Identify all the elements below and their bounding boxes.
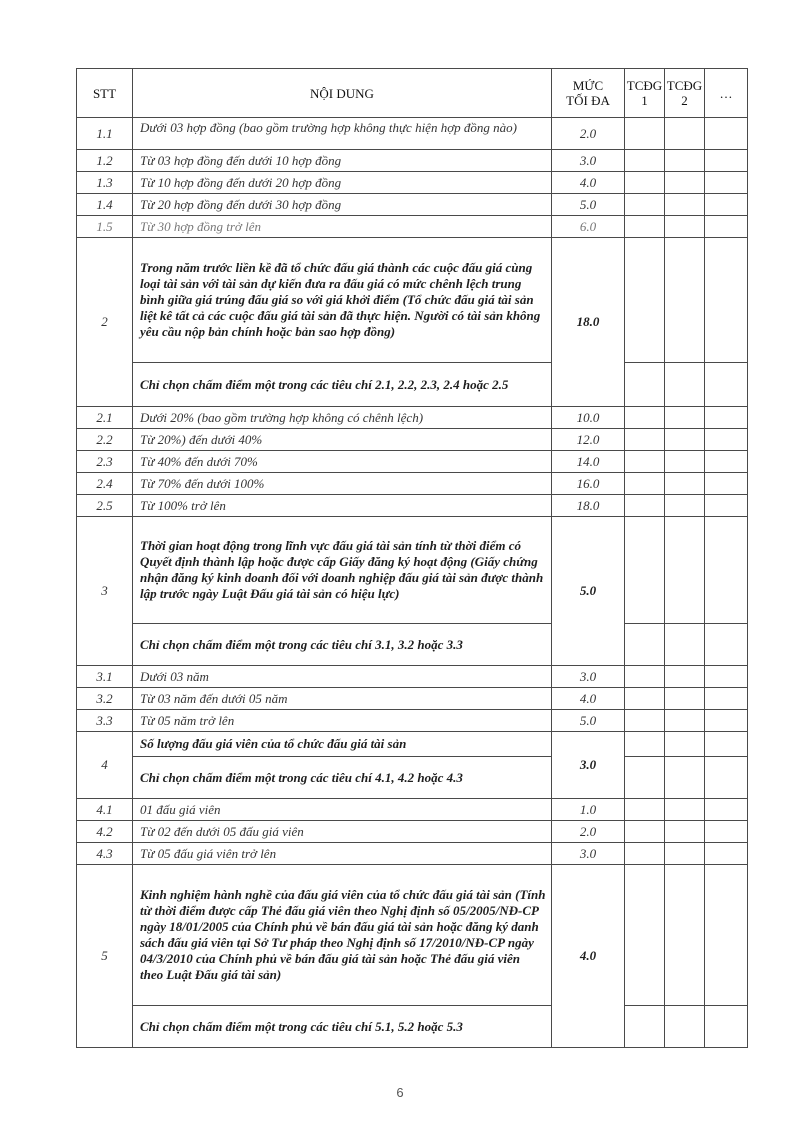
score-cell-tcdg-1[interactable] <box>625 150 665 172</box>
row-stt: 4.2 <box>77 821 133 843</box>
header-tcdg-1-line2: 1 <box>641 93 648 108</box>
criterion-row <box>77 865 748 1006</box>
row-content-text: Từ 05 năm trở lên <box>133 710 552 732</box>
score-cell-tcdg-1[interactable] <box>625 517 665 624</box>
row-content-text: Dưới 03 hợp đồng (bao gồm trường hợp không thực hiện hợp đồng nào) <box>140 120 517 135</box>
row-max-score: 3.0 <box>552 843 625 865</box>
score-cell-more[interactable] <box>705 238 748 363</box>
row-stt: 2.4 <box>77 473 133 495</box>
score-cell-tcdg-1[interactable] <box>625 495 665 517</box>
score-cell-tcdg-2[interactable] <box>665 757 705 799</box>
score-cell-tcdg-2[interactable] <box>665 451 705 473</box>
score-cell-more[interactable] <box>705 150 748 172</box>
table-row <box>77 843 748 865</box>
row-content-text: Từ 02 đến dưới 05 đấu giá viên <box>133 821 552 843</box>
row-stt: 2 <box>77 238 133 407</box>
score-cell-tcdg-1[interactable] <box>625 1006 665 1048</box>
score-cell-more[interactable] <box>705 1006 748 1048</box>
score-cell-more[interactable] <box>705 451 748 473</box>
row-max-score: 4.0 <box>552 865 625 1048</box>
header-stt: STT <box>77 69 133 118</box>
table-row <box>77 495 748 517</box>
table-row <box>77 799 748 821</box>
row-max-score: 18.0 <box>552 495 625 517</box>
row-max-score: 5.0 <box>552 710 625 732</box>
row-max-score: 4.0 <box>552 172 625 194</box>
score-cell-tcdg-2[interactable] <box>665 710 705 732</box>
row-max-score: 16.0 <box>552 473 625 495</box>
score-cell-more[interactable] <box>705 843 748 865</box>
table-row <box>77 194 748 216</box>
score-cell-tcdg-2[interactable] <box>665 238 705 363</box>
score-cell-tcdg-1[interactable] <box>625 821 665 843</box>
row-content-text: Từ 20%) đến dưới 40% <box>133 429 552 451</box>
row-max-score: 10.0 <box>552 407 625 429</box>
score-cell-tcdg-1[interactable] <box>625 666 665 688</box>
header-tcdg-2-line2: 2 <box>681 93 688 108</box>
score-cell-tcdg-1[interactable] <box>625 194 665 216</box>
row-stt: 1.4 <box>77 194 133 216</box>
row-stt: 2.3 <box>77 451 133 473</box>
score-cell-tcdg-1[interactable] <box>625 688 665 710</box>
row-stt: 2.5 <box>77 495 133 517</box>
score-cell-more[interactable] <box>705 216 748 238</box>
table-row <box>77 216 748 238</box>
row-stt: 2.2 <box>77 429 133 451</box>
row-stt: 2.1 <box>77 407 133 429</box>
score-cell-more[interactable] <box>705 688 748 710</box>
header-more: … <box>705 69 748 118</box>
criterion-text: Thời gian hoạt động trong lĩnh vực đấu giá tài sản tính từ thời điểm có Quyết định thành lập hoặc được cấp Giấy đăng ký hoạt động (Giấy chứng nhận đăng ký kinh doanh đối với doanh nghiệp đấu giá tài sản được thành lập trước ngày Luật Đấu giá tài sản có hiệu lực) <box>133 517 552 624</box>
score-cell-tcdg-2[interactable] <box>665 118 705 150</box>
score-cell-more[interactable] <box>705 473 748 495</box>
criterion-note-row <box>77 363 748 407</box>
criterion-note: Chỉ chọn chấm điểm một trong các tiêu chí 2.1, 2.2, 2.3, 2.4 hoặc 2.5 <box>133 363 552 407</box>
row-max-score: 2.0 <box>552 821 625 843</box>
row-stt: 4.3 <box>77 843 133 865</box>
row-content-text: Từ 05 đấu giá viên trở lên <box>133 843 552 865</box>
score-cell-tcdg-1[interactable] <box>625 799 665 821</box>
row-content-text: Từ 70% đến dưới 100% <box>133 473 552 495</box>
criterion-note-row <box>77 624 748 666</box>
row-content-text: Từ 100% trở lên <box>133 495 552 517</box>
score-cell-tcdg-2[interactable] <box>665 624 705 666</box>
row-stt: 3 <box>77 517 133 666</box>
row-max-score: 14.0 <box>552 451 625 473</box>
header-tcdg-2 <box>665 69 705 118</box>
score-cell-more[interactable] <box>705 799 748 821</box>
criterion-text: Số lượng đấu giá viên của tổ chức đấu giá tài sản <box>133 732 552 757</box>
score-cell-tcdg-1[interactable] <box>625 363 665 407</box>
row-max-score: 6.0 <box>552 216 625 238</box>
score-cell-tcdg-2[interactable] <box>665 150 705 172</box>
row-stt: 1.1 <box>77 118 133 150</box>
score-cell-more[interactable] <box>705 666 748 688</box>
score-cell-tcdg-2[interactable] <box>665 821 705 843</box>
table-row <box>77 473 748 495</box>
score-cell-more[interactable] <box>705 821 748 843</box>
score-cell-tcdg-2[interactable] <box>665 216 705 238</box>
criterion-row <box>77 517 748 624</box>
row-max-score: 12.0 <box>552 429 625 451</box>
score-cell-more[interactable] <box>705 710 748 732</box>
score-cell-more[interactable] <box>705 429 748 451</box>
table-row <box>77 710 748 732</box>
row-max-score: 4.0 <box>552 688 625 710</box>
table-row <box>77 407 748 429</box>
criterion-note: Chỉ chọn chấm điểm một trong các tiêu chí 5.1, 5.2 hoặc 5.3 <box>133 1006 552 1048</box>
score-cell-more[interactable] <box>705 363 748 407</box>
table-row <box>77 150 748 172</box>
row-max-score: 1.0 <box>552 799 625 821</box>
score-cell-more[interactable] <box>705 172 748 194</box>
score-cell-tcdg-1[interactable] <box>625 216 665 238</box>
header-muc-toi-da-line2: TỐI ĐA <box>566 93 610 108</box>
table-row <box>77 821 748 843</box>
row-content-text: Từ 40% đến dưới 70% <box>133 451 552 473</box>
score-cell-tcdg-2[interactable] <box>665 666 705 688</box>
row-content-text: 01 đấu giá viên <box>133 799 552 821</box>
score-cell-tcdg-2[interactable] <box>665 363 705 407</box>
score-cell-tcdg-2[interactable] <box>665 407 705 429</box>
score-cell-tcdg-1[interactable] <box>625 118 665 150</box>
score-cell-tcdg-1[interactable] <box>625 865 665 1006</box>
row-max-score: 3.0 <box>552 150 625 172</box>
table-row <box>77 451 748 473</box>
row-content-text: Từ 30 hợp đồng trở lên <box>133 216 552 238</box>
table-row <box>77 688 748 710</box>
score-cell-tcdg-1[interactable] <box>625 710 665 732</box>
header-tcdg-2-line1: TCĐG <box>666 78 703 93</box>
score-cell-tcdg-2[interactable] <box>665 194 705 216</box>
score-cell-tcdg-1[interactable] <box>625 429 665 451</box>
row-content-text: Từ 20 hợp đồng đến dưới 30 hợp đồng <box>133 194 552 216</box>
score-cell-more[interactable] <box>705 732 748 757</box>
row-content-text: Từ 03 năm đến dưới 05 năm <box>133 688 552 710</box>
criterion-row <box>77 732 748 757</box>
row-content <box>133 118 552 150</box>
score-cell-more[interactable] <box>705 865 748 1006</box>
row-max-score: 2.0 <box>552 118 625 150</box>
score-cell-more[interactable] <box>705 757 748 799</box>
table-row <box>77 172 748 194</box>
header-tcdg-1 <box>625 69 665 118</box>
score-cell-tcdg-2[interactable] <box>665 517 705 624</box>
header-noi-dung: NỘI DUNG <box>133 69 552 118</box>
score-cell-tcdg-2[interactable] <box>665 732 705 757</box>
score-cell-tcdg-1[interactable] <box>625 238 665 363</box>
table-row <box>77 429 748 451</box>
row-max-score: 5.0 <box>552 194 625 216</box>
table-row <box>77 118 748 150</box>
criterion-text: Trong năm trước liền kề đã tổ chức đấu giá thành các cuộc đấu giá cùng loại tài sản với tài sản dự kiến đưa ra đấu giá có mức chênh lệch trung bình giữa giá trúng đấu giá so với giá khởi điểm (Tổ chức đấu giá tài sản liệt kê tất cả các cuộc đấu giá tài sản đã thực hiện. Người có tài sản không yêu cầu nộp bản chính hoặc bản sao hợp đồng) <box>133 238 552 363</box>
score-cell-more[interactable] <box>705 407 748 429</box>
row-stt: 3.3 <box>77 710 133 732</box>
score-cell-more[interactable] <box>705 517 748 624</box>
score-cell-more[interactable] <box>705 495 748 517</box>
criterion-row <box>77 238 748 363</box>
row-content-text: Dưới 20% (bao gồm trường hợp không có chênh lệch) <box>133 407 552 429</box>
score-cell-more[interactable] <box>705 118 748 150</box>
criterion-text: Kinh nghiệm hành nghề của đấu giá viên của tổ chức đấu giá tài sản (Tính từ thời điểm được cấp Thẻ đấu giá viên theo Nghị định số 05/2005/NĐ-CP ngày 18/01/2005 của Chính phủ về bán đấu giá tài sản hoặc đăng ký danh sách đấu giá viên tại Sở Tư pháp theo Nghị định số 17/2010/NĐ-CP ngày 04/3/2010 của Chính phủ về bán đấu giá tài sản hoặc Thẻ đấu giá viên theo Luật Đấu giá tài sản) <box>133 865 552 1006</box>
row-stt: 4 <box>77 732 133 799</box>
header-tcdg-1-line1: TCĐG <box>626 78 663 93</box>
score-cell-tcdg-1[interactable] <box>625 451 665 473</box>
header-muc-toi-da <box>552 69 625 118</box>
row-content-text: Dưới 03 năm <box>133 666 552 688</box>
row-stt: 1.5 <box>77 216 133 238</box>
score-cell-tcdg-2[interactable] <box>665 172 705 194</box>
score-cell-tcdg-1[interactable] <box>625 757 665 799</box>
row-content-text: Từ 10 hợp đồng đến dưới 20 hợp đồng <box>133 172 552 194</box>
score-cell-tcdg-2[interactable] <box>665 688 705 710</box>
score-cell-more[interactable] <box>705 624 748 666</box>
row-stt: 5 <box>77 865 133 1048</box>
score-cell-tcdg-1[interactable] <box>625 843 665 865</box>
score-cell-tcdg-2[interactable] <box>665 429 705 451</box>
score-cell-tcdg-1[interactable] <box>625 624 665 666</box>
row-stt: 4.1 <box>77 799 133 821</box>
row-stt: 1.2 <box>77 150 133 172</box>
row-max-score: 3.0 <box>552 732 625 799</box>
page-number: 6 <box>396 1085 404 1100</box>
score-cell-tcdg-1[interactable] <box>625 732 665 757</box>
row-max-score: 3.0 <box>552 666 625 688</box>
scoring-table-container <box>76 68 747 1048</box>
table-header-row <box>77 69 748 118</box>
score-cell-tcdg-2[interactable] <box>665 495 705 517</box>
table-row <box>77 666 748 688</box>
row-stt: 3.1 <box>77 666 133 688</box>
score-cell-tcdg-2[interactable] <box>665 865 705 1006</box>
score-cell-tcdg-2[interactable] <box>665 843 705 865</box>
score-cell-tcdg-2[interactable] <box>665 473 705 495</box>
criterion-note-row <box>77 1006 748 1048</box>
criterion-note-row <box>77 757 748 799</box>
score-cell-tcdg-1[interactable] <box>625 407 665 429</box>
score-cell-tcdg-2[interactable] <box>665 1006 705 1048</box>
row-stt: 3.2 <box>77 688 133 710</box>
criterion-note: Chỉ chọn chấm điểm một trong các tiêu chí 4.1, 4.2 hoặc 4.3 <box>133 757 552 799</box>
row-max-score: 18.0 <box>552 238 625 407</box>
header-muc-toi-da-line1: MỨC <box>572 78 604 93</box>
criterion-note: Chỉ chọn chấm điểm một trong các tiêu chí 3.1, 3.2 hoặc 3.3 <box>133 624 552 666</box>
row-content-text: Từ 03 hợp đồng đến dưới 10 hợp đồng <box>133 150 552 172</box>
score-cell-more[interactable] <box>705 194 748 216</box>
scoring-table <box>76 68 748 1048</box>
score-cell-tcdg-1[interactable] <box>625 473 665 495</box>
row-stt: 1.3 <box>77 172 133 194</box>
score-cell-tcdg-2[interactable] <box>665 799 705 821</box>
score-cell-tcdg-1[interactable] <box>625 172 665 194</box>
row-max-score: 5.0 <box>552 517 625 666</box>
